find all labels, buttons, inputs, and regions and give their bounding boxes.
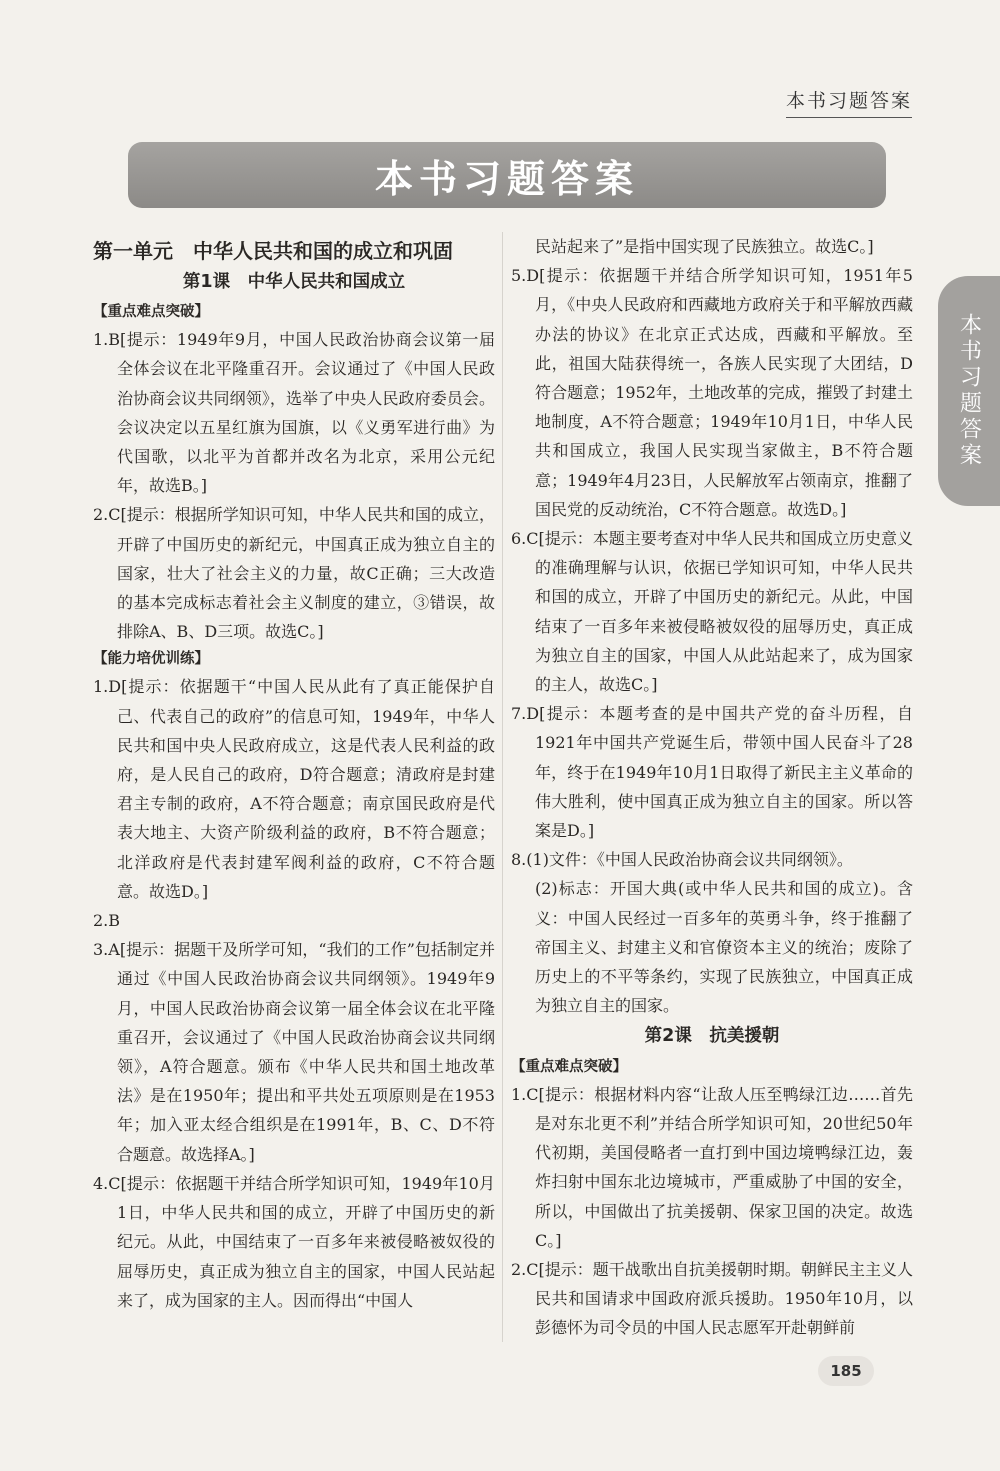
answer-item: 1.B[提示：1949年9月，中国人民政治协商会议第一届全体会议在北平隆重召开。会议通过了《中国人民政治协商会议共同纲领》，选举了中央人民政府委员会。会议决定以五星红旗为国旗，以《义勇军进行曲》为代国歌，以北平为首都并改名为北京，采用公元纪年，故选B。] <box>93 330 495 496</box>
answer-continuation: 民站起来了”是指中国实现了民族独立。故选C。] <box>535 237 874 256</box>
column-divider <box>502 232 503 1342</box>
unit-title: 第一单元 中华人民共和国的成立和巩固 <box>93 239 453 263</box>
section-heading-ability: 【能力培优训练】 <box>93 651 209 668</box>
left-column <box>93 232 495 1315</box>
lesson-2-title: 第2课 抗美援朝 <box>644 1026 780 1047</box>
right-column <box>511 232 913 1343</box>
answer-item: 7.D[提示：本题考查的是中国共产党的奋斗历程，自1921年中国共产党诞生后，带领中国人民奋斗了28年，终于在1949年10月1日取得了新民主主义革命的伟大胜利，使中国真正成为独立自主的国家。所以答案是D。] <box>511 704 913 841</box>
answer-item: 2.C[提示：题干战歌出自抗美援朝时期。朝鲜民主主义人民共和国请求中国政府派兵援助。1950年10月，以彭德怀为司令员的中国人民志愿军开赴朝鲜前 <box>511 1259 913 1338</box>
section-heading-key-points: 【重点难点突破】 <box>93 304 209 321</box>
page-number: 185 <box>818 1356 874 1386</box>
answer-item: 8.(1)文件：《中国人民政治协商会议共同纲领》。 <box>511 850 853 870</box>
answer-item-part: (2)标志：开国大典(或中华人民共和国的成立)。含义：中国人民经过一百多年的英勇斗争，终于推翻了帝国主义、封建主义和官僚资本主义的统治；废除了历史上的不平等条约，实现了民族独立，中国真正成为独立自主的国家。 <box>535 879 913 1016</box>
lesson-1-title: 第1课 中华人民共和国成立 <box>182 272 406 292</box>
title-banner <box>128 142 886 208</box>
page-title: 本书习题答案 <box>374 156 639 201</box>
answer-item: 1.C[提示：根据材料内容“让敌人压至鸭绿江边……首先是对东北更不利”并结合所学知识可知，20世纪50年代初期，美国侵略者一直打到中国边境鸭绿江边，轰炸扫射中国东北边境城市，严重威胁了中国的安全，所以，中国做出了抗美援朝、保家卫国的决定。故选C。] <box>511 1084 913 1250</box>
side-tab-label: 本书习题答案 <box>956 313 982 469</box>
side-tab <box>938 276 1000 506</box>
answer-item: 2.B <box>93 911 121 931</box>
running-head: 本书习题答案 <box>786 86 912 118</box>
answer-item: 3.A[提示：据题干及所学可知，“我们的工作”包括制定并通过《中国人民政治协商会议共同纲领》。1949年9月，中国人民政治协商会议第一届全体会议在北平隆重召开，会议通过了《中国人民政治协商会议共同纲领》，A符合题意。颁布《中华人民共和国土地改革法》是在1950年；提出和平共处五项原则是在1953年；加入亚太经合组织是在1991年，B、C、D不符合题意。故选择A。] <box>93 940 495 1164</box>
answer-item: 1.D[提示：依据题干“中国人民从此有了真正能保护自己、代表自己的政府”的信息可知，1949年，中华人民共和国中央人民政府成立，这是代表人民利益的政府，是人民自己的政府，D符合题意；清政府是封建君主专制的政府，A不符合题意；南京国民政府是代表大地主、大资产阶级利益的政府，B不符合题意；北洋政府是代表封建军阀利益的政府，C不符合题意。故选D。] <box>93 677 495 901</box>
section-heading-key-points-2: 【重点难点突破】 <box>511 1058 627 1075</box>
answer-item: 4.C[提示：依据题干并结合所学知识可知，1949年10月1日，中华人民共和国的成立，开辟了中国历史的新纪元。从此，中国结束了一百多年来被侵略被奴役的屈辱历史，真正成为独立自主的国家，中国人民站起来了，成为国家的主人。因而得出“中国人 <box>93 1173 495 1310</box>
answer-item: 6.C[提示：本题主要考查对中华人民共和国成立历史意义的准确理解与认识，依据已学知识可知，中华人民共和国的成立，开辟了中国历史的新纪元。从此，中国结束了一百多年来被侵略被奴役的屈辱历史，真正成为独立自主的国家，中国人从此站起来了，成为国家的主人，故选C。] <box>511 529 913 695</box>
answer-item: 5.D[提示：依据题干并结合所学知识可知，1951年5月，《中央人民政府和西藏地方政府关于和平解放西藏办法的协议》在北京正式达成，西藏和平解放。至此，祖国大陆获得统一，各族人民实现了大团结，D符合题意；1952年，土地改革的完成，摧毁了封建土地制度，A不符合题意；1949年10月1日，中华人民共和国成立，我国人民实现当家做主，B不符合题意；1949年4月23日，人民解放军占领南京，推翻了国民党的反动统治，C不符合题意。故选D。] <box>511 266 913 519</box>
answer-item: 2.C[提示：根据所学知识可知，中华人民共和国的成立，开辟了中国历史的新纪元，中国真正成为独立自主的国家，壮大了社会主义的力量，故C正确；三大改造的基本完成标志着社会主义制度的建立，③错误，故排除A、B、D三项。故选C。] <box>93 505 495 642</box>
